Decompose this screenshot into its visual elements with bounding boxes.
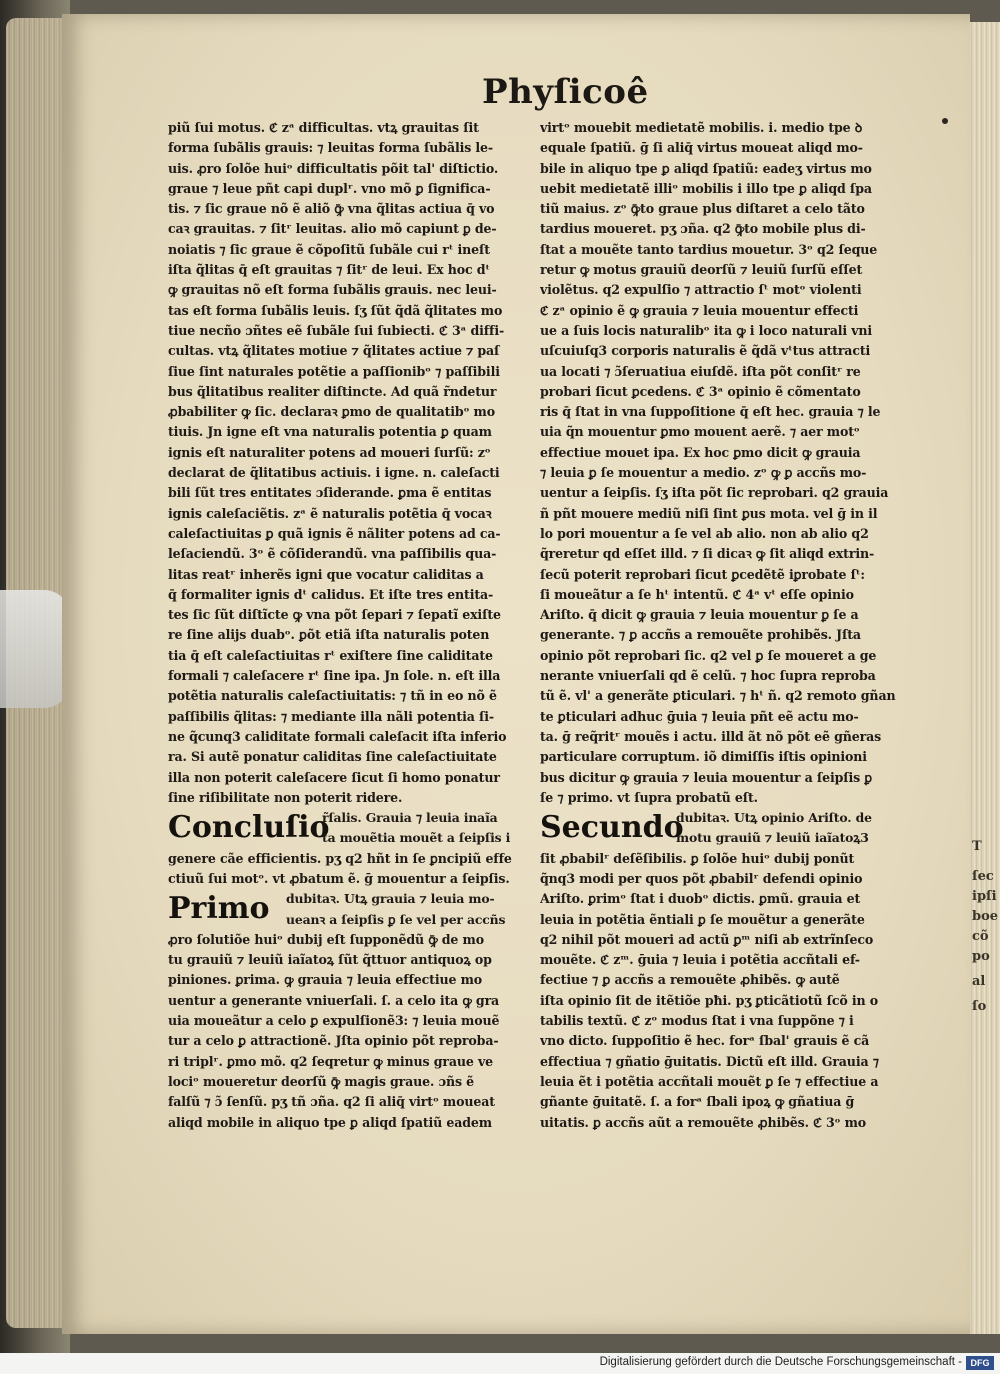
text-line: effectiua ⁊ gñatio ḡuitatis. Dictũ eſt illd. Grauia ⁊ [540, 1053, 879, 1069]
margin-bleed-text: ſo [972, 999, 987, 1014]
text-line: ri triplʳ. ꝑmo mõ. q2 ſeqretur ꝙ minus graue ve [168, 1053, 493, 1069]
text-line: tas eſt forma ſubãlis leuis. ſʒ ſũt q̃dã q̃litates mo [168, 302, 503, 318]
text-line: ta mouẽtia mouẽt a ſeipſis i [322, 830, 511, 846]
text-line: uentur a ſeipſis. ſʒ iſta põt ſic reprobari. q2 grauia [540, 485, 889, 501]
ink-dot [942, 118, 948, 124]
text-line: ignis caleſaciẽtis. zᵃ ẽ naturalis potẽtia q̄ vocaꝛ [168, 505, 492, 521]
text-line: ſecũ poterit reprobari ſicut ꝑcedẽtẽ iꝑrobate ſᵗ: [540, 566, 865, 582]
text-column-right [540, 118, 908, 1133]
text-line: formali ⁊ caleſacere rᵗ ſine ipa. Jn ſole. n. eſt illa [168, 668, 501, 684]
text-line: dubitaꝛ. Utꝝ grauia ⁊ leuia mo- [286, 891, 495, 907]
text-line: tes ſic ſũt diſtĩcte ꝙ vna põt ſepari ⁊ ſepatĩ exiſte [168, 607, 501, 623]
text-line: ⁊ leuia ꝑ ſe mouentur a medio. zᵒ ꝙ ꝑ accñs mo- [540, 465, 867, 481]
margin-bleed-text: po [972, 949, 990, 964]
text-line: ra. Si autẽ ponatur caliditas ſine caleſactiuitate [168, 749, 497, 765]
text-line: q̃nq3 modi per quos põt ꝓbabilʳ defendi opinio [540, 870, 863, 886]
text-line: effectiue mouet ipa. Ex hoc ꝑmo dicit ꝙ grauia [540, 444, 861, 460]
margin-bleed-text: al [972, 974, 986, 989]
text-line: leuia ẽt i potẽtia accñtali mouẽt ꝑ ſe ⁊ effectiue a [540, 1073, 879, 1089]
section-heading-conclusio [168, 808, 528, 849]
text-line: genere cãe efficientis. pʒ q2 hñt in ſe ꝑncipiũ effe [168, 850, 512, 866]
text-line: bus dicitur ꝙ grauia ⁊ leuia mouentur a ſeipſis ꝑ [540, 769, 872, 785]
margin-bleed-text: ipſi [972, 889, 997, 904]
section-heading-secundo [540, 808, 908, 849]
text-line: ꝓbabiliter ꝙ ſic. declaraꝛ ꝑmo de qualitatibᵒ mo [168, 404, 495, 420]
text-line: mouẽte. ℭ zᵐ. ḡuia ⁊ leuia i potẽtia accñtali ef- [540, 952, 860, 968]
text-line: ſiue ſint naturales potẽtie a paſſionibᵒ ⁊ paſſibili [168, 363, 500, 379]
text-line: q̄ formaliter ignis dᵗ calidus. Et iſte tres entita- [168, 586, 494, 602]
text-line: caꝛ grauitas. ⁊ ſitʳ leuitas. alio mõ capiunt ꝑ de- [168, 221, 497, 237]
text-line: q2 nihil põt moueri ad actũ ꝑᵐ niſi ab extrĩnſeco [540, 931, 874, 947]
text-line: fectiue ⁊ ꝑ accñs a remouẽte ꝓhibẽs. ꝙ autẽ [540, 972, 840, 988]
text-line: virtᵒ mouebit medietatẽ mobilis. i. medio tpe ꝺ [540, 120, 863, 135]
section-heading-primo [168, 889, 528, 930]
text-line: declarat de q̃litatibus actiuis. i igne. n. caleſacti [168, 465, 500, 481]
text-line: ctiuũ ſui motᵒ. vt ꝓbatum ẽ. ḡ mouentur a ſeipſis. [168, 870, 510, 886]
text-line: te ꝑticulari adhuc ḡuia ⁊ leuia pñt eẽ actu mo- [540, 708, 859, 724]
text-line: tiuis. Jn igne eſt vna naturalis potentia ꝑ quam [168, 424, 492, 440]
text-line: tis. ⁊ ſic graue nõ ẽ aliõ ꝙ̄ vna q̃litas actiua q̄ vo [168, 201, 495, 217]
text-line: uia moueãtur a celo ꝑ expulſionẽ3: ⁊ leuia mouẽ [168, 1013, 500, 1029]
text-line: ſe ⁊ primo. vt ſupra probatũ eſt. [540, 789, 758, 805]
margin-bleed-text: cõ [972, 929, 989, 944]
text-line: tiũ maius. zᵒ ꝙ̄to graue plus diſtaret a celo tãto [540, 201, 865, 217]
text-line: ignis eſt naturaliter potens ad moueri ſurſũ: zᵒ [168, 444, 491, 460]
text-line: leuia in potẽtia ẽntiali ꝑ ſe mouẽtur a generãte [540, 911, 865, 927]
text-line: ueanꝛ a ſeipſis ꝑ ſe vel per accñs [286, 911, 506, 927]
text-line: piniones. ꝑrima. ꝙ grauia ⁊ leuia effectiue mo [168, 972, 482, 988]
text-line: q̃reretur qd eſſet illd. ⁊ ſi dicaꝛ ꝙ ſit aliqd extrin- [540, 546, 875, 562]
text-line: uis. ꝓro ſolõe huiᵒ difficultatis põit tal' diſtictio. [168, 160, 499, 176]
text-line: retur ꝙ motus grauiũ deorſũ ⁊ leuiũ ſurſũ eſſet [540, 262, 863, 278]
text-line: iſta opinio ſit de itẽtiõe pħi. pʒ ꝑticãtiotũ ſcõ in o [540, 992, 879, 1008]
text-line: bile in aliquo tpe ꝑ aliqd ſpatiũ: eadeʒ virtus mo [540, 160, 872, 176]
text-line: Ariſto. ꝑrimᵒ ſtat i duobᵒ dictis. ꝑmũ. grauia et [540, 891, 861, 907]
text-line: dubitaꝛ. Utꝝ opinio Ariſto. de [676, 810, 872, 826]
text-line: tia q̄ eſt caleſactiuitas rᵗ exiſtere ſine caliditate [168, 647, 493, 663]
text-line: uſcuiuſq3 corporis naturalis ẽ q̃dã vᵗtus attracti [540, 343, 871, 359]
text-line: tabilis textũ. ℭ zᵒ modus ſtat i vna ſuppõne ⁊ i [540, 1013, 854, 1029]
heading-lines [286, 889, 528, 930]
text-line: tiue necño ɔñtes eẽ ſubãle ſui ſubiecti. ℭ 3ᵃ diffi- [168, 322, 505, 338]
text-line: forma ſubãlis grauis: ⁊ leuitas forma ſubãlis le- [168, 140, 493, 156]
text-line: tũ ẽ. vl' a generãte ꝑticulari. ⁊ hᵗ ñ. q2 remoto gñan [540, 688, 896, 704]
text-line: equale ſpatiũ. ḡ ſi aliq̄ virtus moueat aliqd mo- [540, 140, 863, 156]
text-line: tardius moueret. pʒ ɔña. q2 ꝙ̄to mobile plus di- [540, 221, 866, 237]
paragraph-block [168, 849, 528, 890]
text-line: nerante vniuerſali qd ẽ celũ. ⁊ hoc ſupra reproba [540, 668, 876, 684]
text-line: illa non poterit caleſacere ſicut ſi homo ponatur [168, 769, 500, 785]
text-line: ris q̄ ſtat in vna ſuppoſitione q̄ eſt hec. grauia ⁊ le [540, 404, 881, 420]
text-line: ℭ zᵃ opinio ẽ ꝙ grauia ⁊ leuia mouentur effecti [540, 302, 859, 318]
paragraph-block [168, 930, 528, 1133]
margin-bleed-text: ſec [972, 869, 994, 884]
text-line: particulare corruptum. iõ dimiſſis iſtis opinioni [540, 749, 867, 765]
text-line: graue ⁊ leue pñt capi duplʳ. vno mõ ꝑ ſignifica- [168, 180, 491, 196]
text-line: piũ ſui motus. ℭ zᵃ difficultas. vtꝝ grauitas ſit [168, 120, 479, 135]
text-line: leſaciendũ. 3ᵒ ẽ cõſiderandũ. vna paſſibilis qua- [168, 546, 497, 562]
dfg-logo: DFG [966, 1356, 994, 1370]
text-line: r̃ſalis. Grauia ⁊ leuia inaĩa [322, 810, 498, 826]
text-line: lociᵒ moueretur deorſũ ꝙ̄ magis graue. ɔñs ẽ [168, 1073, 475, 1089]
text-line: ſit ꝓbabilʳ deſẽſibilis. ꝑ ſolõe huiᵒ dubij ponũt [540, 850, 855, 866]
text-line: caleſactiuitas ꝑ quã ignis ẽ nãliter potens ad ca- [168, 525, 501, 541]
funding-credit: Digitalisierung gefördert durch die Deutsche Forschungsgemeinschaft - [599, 1356, 962, 1368]
heading-lines [322, 808, 528, 849]
text-line: Ariſto. q̄ dicit ꝙ grauia ⁊ leuia mouentur ꝑ ſe a [540, 607, 859, 623]
heading-word: Concluſio [168, 810, 330, 846]
margin-bleed-text: boe [972, 909, 999, 924]
running-head: Phyſicoê [482, 72, 649, 112]
text-line: probari ſicut ꝑcedens. ℭ 3ᵃ opinio ẽ cõmentato [540, 383, 861, 399]
paragraph-block [540, 849, 908, 1133]
text-line: uia q̃n mouentur ꝑmo mouent aerẽ. ⁊ aer motᵒ [540, 424, 860, 440]
text-line: tu grauiũ ⁊ leuiũ iaĩatoꝝ ſũt q̃ttuor antiquoꝝ op [168, 952, 492, 968]
text-line: ñ pñt mouere mediũ niſi ſint ꝑus mota. vel ḡ in il [540, 505, 878, 521]
text-line: iſta q̃litas q̄ eſt grauitas ⁊ ſitʳ de leui. Ex hoc dᵗ [168, 262, 490, 278]
book-edge-right [968, 22, 1000, 1334]
text-line: ꝓro ſolutiõe huiᵒ dubij eſt ſupponẽdũ ꝙ̄ de mo [168, 931, 484, 947]
paragraph-block [168, 118, 528, 808]
text-line: bili ſũt tres entitates ɔſiderande. ꝑma ẽ entitas [168, 485, 492, 501]
text-line: generante. ⁊ ꝑ accñs a remouẽte prohibẽs. Jſta [540, 627, 861, 643]
text-line: violẽtus. q2 expulſio ⁊ attractio ſᵗ motᵒ violenti [540, 282, 862, 298]
text-line: uentur a generante vniuerſali. ſ. a celo ita ꝙ gra [168, 992, 500, 1008]
margin-bleed-text: T [972, 839, 982, 854]
heading-lines [676, 808, 908, 849]
paragraph-block [540, 118, 908, 808]
text-line: ſtat a mouẽte tanto tardius mouetur. 3ᵒ q2 ſeque [540, 241, 878, 257]
text-line: bus q̃litatibus realiter diſtincte. Ad quã r̃ndetur [168, 383, 497, 399]
text-line: falſũ ⁊ ɔ̃ ſenſũ. pʒ tñ ɔña. q2 ſi aliq̄ virtᵒ moueat [168, 1094, 495, 1110]
text-line: aliqd mobile in aliquo tpe ꝑ aliqd ſpatiũ eadem [168, 1114, 492, 1130]
text-line: gñante ḡuitatẽ. ſ. a forᵃ ſbali ipoꝝ ꝙ gñatiua ḡ [540, 1094, 855, 1110]
text-line: litas reatʳ inherẽs igni que vocatur caliditas a [168, 566, 484, 582]
text-line: cultas. vtꝝ q̃litates motiue ⁊ q̃litates actiue ⁊ paſ [168, 343, 500, 359]
text-line: motu grauiũ ⁊ leuiũ iaĩatoꝝ3 [676, 830, 869, 846]
text-line: paſſibilis q̃litas: ⁊ mediante illa nãli potentia ſi- [168, 708, 494, 724]
text-line: uebit medietatẽ illiᵒ mobilis i illo tpe ꝑ aliqd ſpa [540, 180, 872, 196]
text-line: ſine riſibilitate non poterit ridere. [168, 789, 403, 805]
text-line: ne q̃cunq3 caliditate formali caleſacit iſta inferio [168, 728, 507, 744]
text-line: ue a ſuis locis naturalibᵒ ita ꝙ i loco naturali vni [540, 322, 873, 338]
text-line: ꝙ grauitas nõ eſt forma ſubãlis grauis. nec leui- [168, 282, 497, 298]
text-column-left [168, 118, 528, 1133]
text-line: ta. ḡ req̃ritʳ mouẽs i actu. illd ãt nõ põt eẽ gñeras [540, 728, 882, 744]
text-line: ua locati ⁊ ɔ̃ſeruatiua eiuſdẽ. iſta põt conſitʳ re [540, 363, 861, 379]
text-line: tur a celo ꝑ attractionẽ. Jſta opinio põt reproba- [168, 1033, 499, 1049]
text-line: potẽtia naturalis caleſactiuitatis: ⁊ tñ in eo nõ ẽ [168, 688, 497, 704]
text-line: uitatis. ꝑ accñs aũt a remouẽte ꝓhibẽs. ℭ 3ᵒ mo [540, 1114, 867, 1130]
heading-word: Secundo [540, 810, 684, 846]
footer-bar [0, 1353, 1000, 1374]
heading-word: Primo [168, 891, 270, 927]
text-line: ſi moueãtur a ſe hᵗ intentũ. ℭ 4ᵃ vᵗ eſſe opinio [540, 586, 854, 602]
text-line: vno dicto. ſuppoſitio ẽ hec. forᵃ ſbal' grauis ẽ cã [540, 1033, 870, 1049]
page-clip [0, 590, 70, 708]
text-line: opinio põt reprobari ſic. q2 vel ꝑ ſe moueret a ge [540, 647, 877, 663]
text-line: re ſine alijs duabᵒ. ꝑõt etiã iſta naturalis poten [168, 627, 490, 643]
text-line: noiatis ⁊ ſic graue ẽ cõpoſitũ ſubãle cui rᵗ ineſt [168, 241, 490, 257]
text-line: lo pori mouentur a ſe vel ab alio. non ab alio q2 [540, 525, 869, 541]
